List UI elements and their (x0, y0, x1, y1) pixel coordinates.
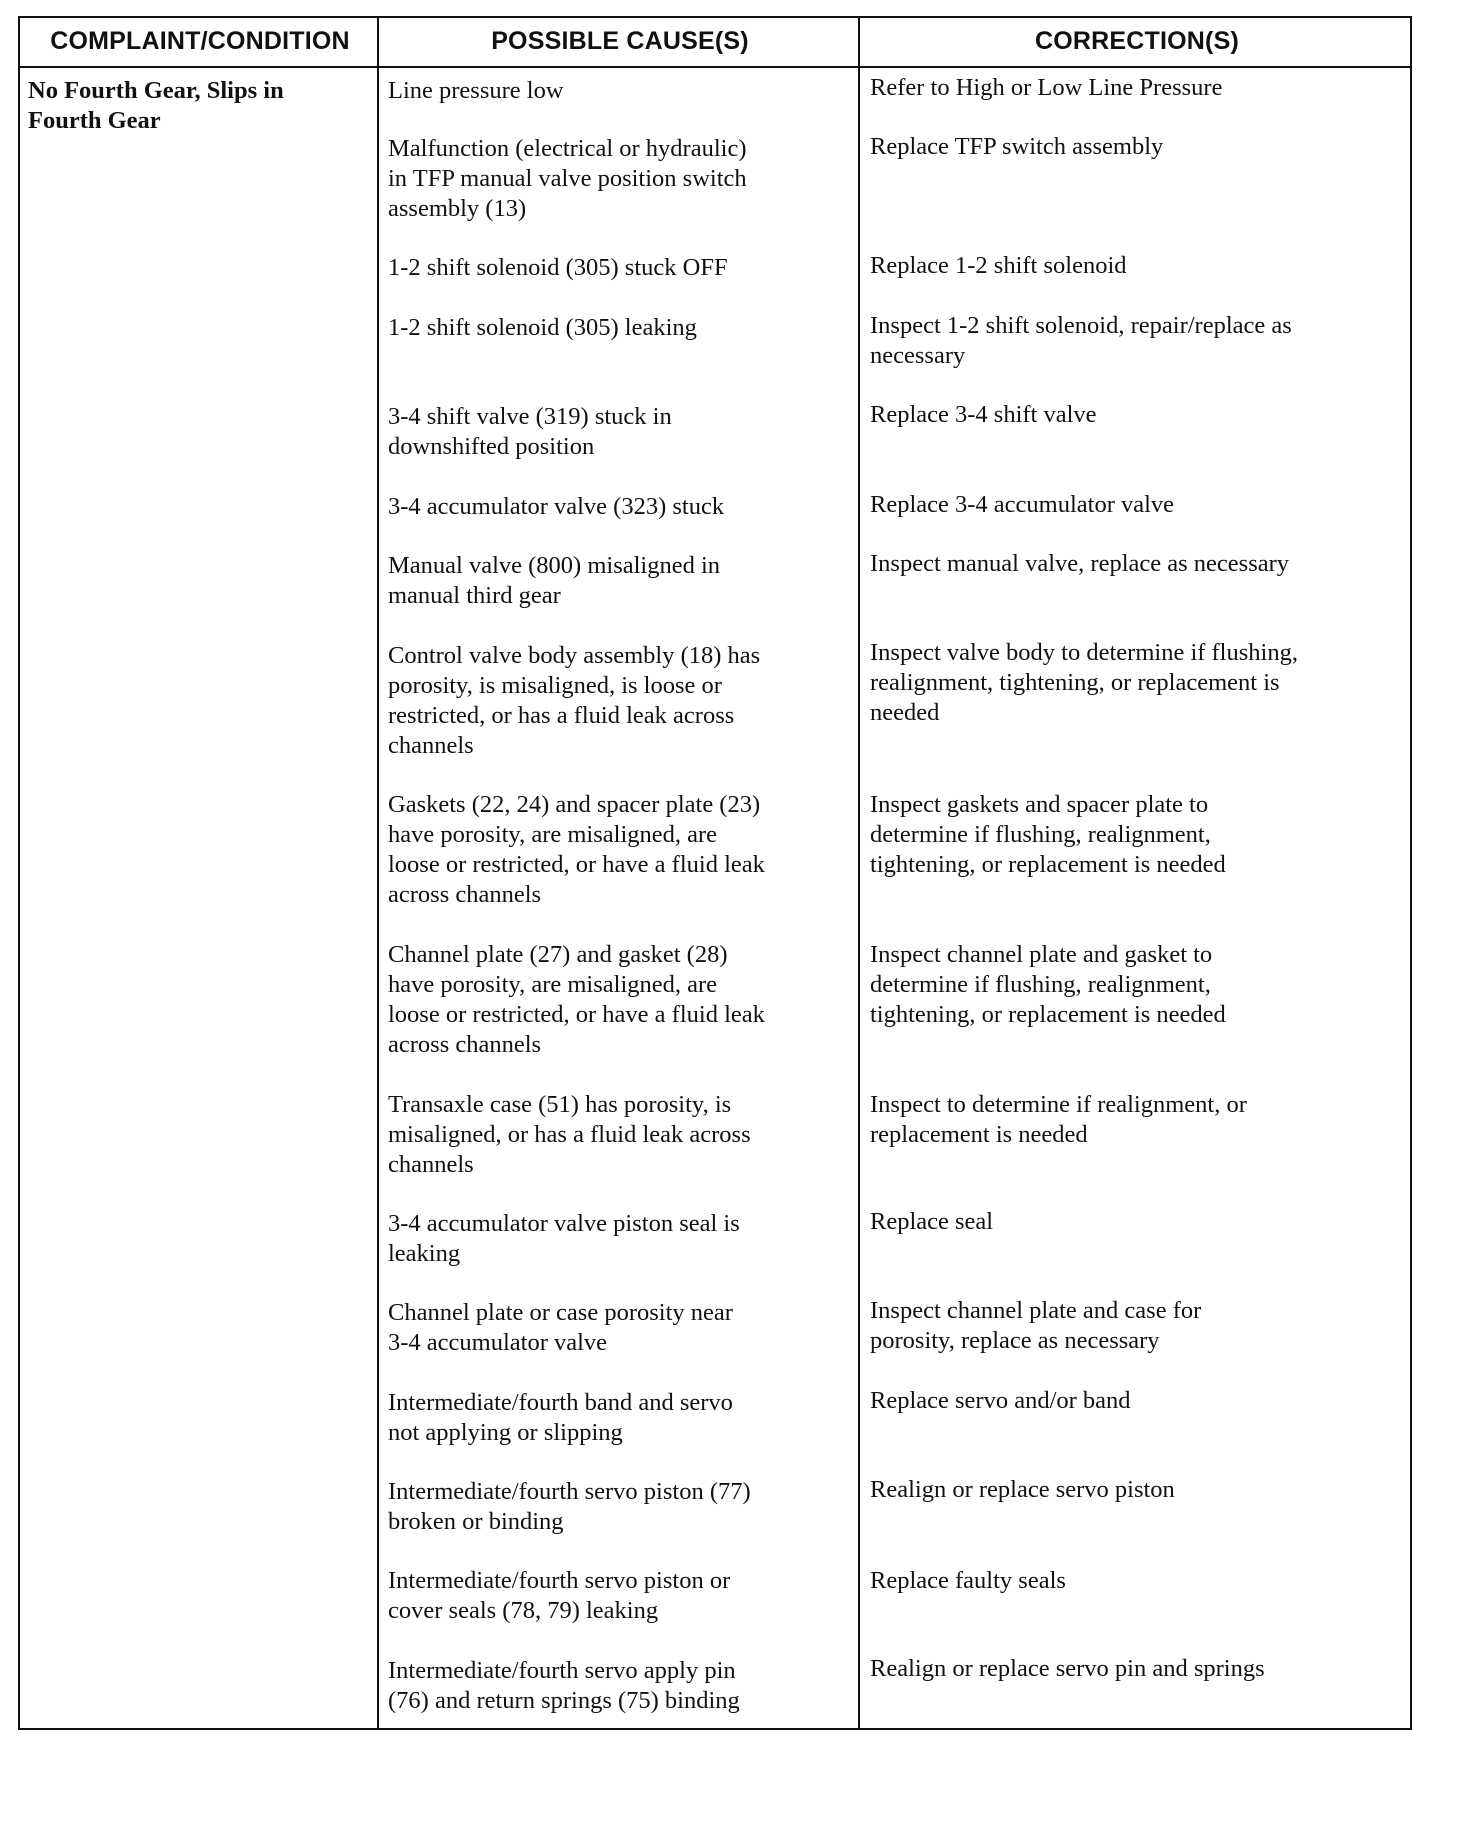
cause-row-17: Intermediate/fourth servo apply pin (76) and return springs (75) binding (388, 1657, 740, 1714)
correction-row-10: Inspect channel plate and gasket to determine if flushing, realignment, tightening, or replacement is needed (870, 941, 1226, 1028)
correction-row-8: Inspect valve body to determine if flushing, realignment, tightening, or replacement is needed (870, 639, 1298, 726)
cause-row-3: 1-2 shift solenoid (305) stuck OFF (388, 254, 728, 281)
correction-row-13: Inspect channel plate and case for porosity, replace as necessary (870, 1297, 1202, 1354)
cause-row-7: Manual valve (800) misaligned in manual third gear (388, 552, 721, 609)
correction-row-17: Realign or replace servo pin and springs (870, 1655, 1265, 1682)
correction-row-12: Replace seal (870, 1208, 994, 1235)
cause-row-1: Line pressure low (388, 77, 564, 104)
correction-row-4: Inspect 1-2 shift solenoid, repair/replace as necessary (870, 312, 1292, 369)
correction-row-9: Inspect gaskets and spacer plate to determine if flushing, realignment, tightening, or replacement is needed (870, 791, 1226, 878)
column-divider-1 (377, 18, 379, 1728)
cause-row-9: Gaskets (22, 24) and spacer plate (23) have porosity, are misaligned, are loose or restricted, or have a fluid leak across channels (388, 791, 765, 908)
correction-row-11: Inspect to determine if realignment, or replacement is needed (870, 1091, 1247, 1148)
table-header-row (20, 18, 1410, 68)
header-complaint-condition: COMPLAINT/CONDITION (50, 27, 350, 55)
column-divider-2 (858, 18, 860, 1728)
cause-row-16: Intermediate/fourth servo piston or cover seals (78, 79) leaking (388, 1567, 731, 1624)
header-possible-causes: POSSIBLE CAUSE(S) (491, 27, 749, 55)
cause-row-8: Control valve body assembly (18) has porosity, is misaligned, is loose or restricted, or has a fluid leak across channels (388, 642, 761, 759)
cause-row-15: Intermediate/fourth servo piston (77) broken or binding (388, 1478, 751, 1535)
cause-row-12: 3-4 accumulator valve piston seal is leaking (388, 1210, 740, 1267)
correction-row-5: Replace 3-4 shift valve (870, 401, 1097, 428)
correction-row-3: Replace 1-2 shift solenoid (870, 252, 1127, 279)
cause-row-4: 1-2 shift solenoid (305) leaking (388, 314, 697, 341)
cause-row-6: 3-4 accumulator valve (323) stuck (388, 493, 725, 520)
cause-row-5: 3-4 shift valve (319) stuck in downshifted position (388, 403, 672, 460)
correction-row-16: Replace faulty seals (870, 1567, 1066, 1594)
cause-row-14: Intermediate/fourth band and servo not applying or slipping (388, 1389, 733, 1446)
header-corrections: CORRECTION(S) (1035, 27, 1239, 55)
correction-row-15: Realign or replace servo piston (870, 1476, 1175, 1503)
correction-row-1: Refer to High or Low Line Pressure (870, 74, 1223, 101)
correction-row-7: Inspect manual valve, replace as necessary (870, 550, 1290, 577)
cause-row-10: Channel plate (27) and gasket (28) have porosity, are misaligned, are loose or restricted, or have a fluid leak across channels (388, 941, 765, 1058)
correction-row-2: Replace TFP switch assembly (870, 133, 1164, 160)
cause-row-2: Malfunction (electrical or hydraulic) in TFP manual valve position switch assembly (13) (388, 135, 747, 222)
complaint-condition-text: No Fourth Gear, Slips in Fourth Gear (28, 77, 284, 134)
correction-row-6: Replace 3-4 accumulator valve (870, 491, 1175, 518)
troubleshooting-table (18, 16, 1412, 1730)
correction-row-14: Replace servo and/or band (870, 1387, 1131, 1414)
cause-row-13: Channel plate or case porosity near 3-4 accumulator valve (388, 1299, 733, 1356)
cause-row-11: Transaxle case (51) has porosity, is misaligned, or has a fluid leak across channels (388, 1091, 751, 1178)
